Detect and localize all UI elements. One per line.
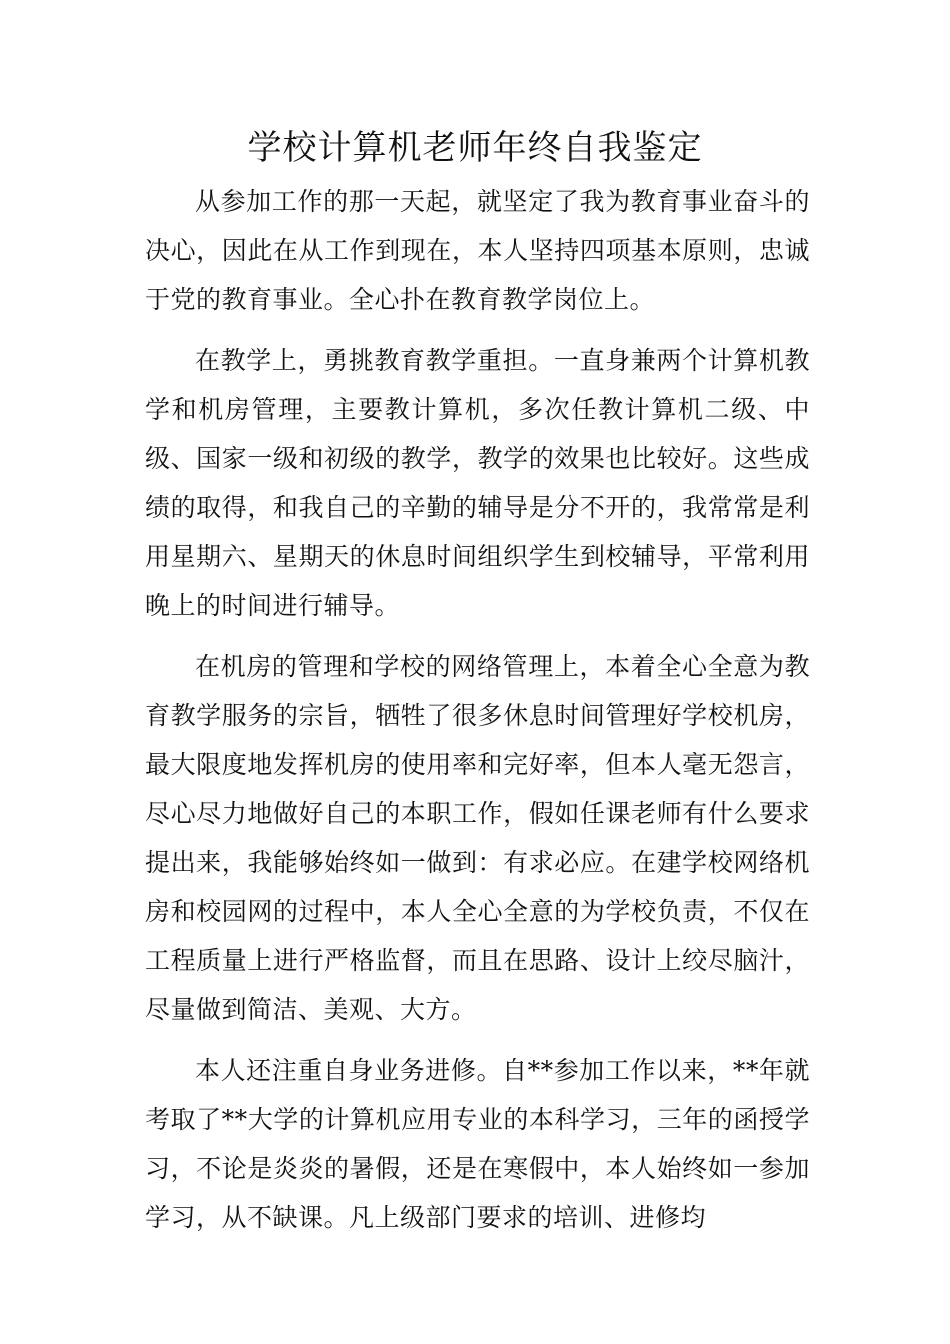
paragraph-2: 在教学上，勇挑教育教学重担。一直身兼两个计算机教学和机房管理，主要教计算机，多次任教计算机二级、中级、国家一级和初级的教学，教学的效果也比较好。这些成绩的取得，和我自己的辛勤的辅导是分不开的，我常常是利用星期六、星期天的休息时间组织学生到校辅导，平常利用晚上的时间进行辅导。	[145, 346, 810, 620]
document-body	[145, 177, 810, 1254]
paragraph-1: 从参加工作的那一天起，就坚定了我为教育事业奋斗的决心，因此在从工作到现在，本人坚持四项基本原则，忠诚于党的教育事业。全心扑在教育教学岗位上。	[145, 187, 810, 314]
paragraph-3: 在机房的管理和学校的网络管理上，本着全心全意为教育教学服务的宗旨，牺牲了很多休息时间管理好学校机房，最大限度地发挥机房的使用率和完好率，但本人毫无怨言，尽心尽力地做好自己的本职工作，假如任课老师有什么要求提出来，我能够始终如一做到：有求必应。在建学校网络机房和校园网的过程中，本人全心全意的为学校负责，不仅在工程质量上进行严格监督，而且在思路、设计上绞尽脑汁，尽量做到简洁、美观、大方。	[145, 652, 810, 1024]
paragraph-4: 本人还注重自身业务进修。自**参加工作以来，**年就考取了**大学的计算机应用专业的本科学习，三年的函授学习，不论是炎炎的暑假，还是在寒假中，本人始终如一参加学习，从不缺课。凡上级部门要求的培训、进修均	[145, 1056, 810, 1232]
document-title: 学校计算机老师年终自我鉴定	[247, 128, 703, 168]
